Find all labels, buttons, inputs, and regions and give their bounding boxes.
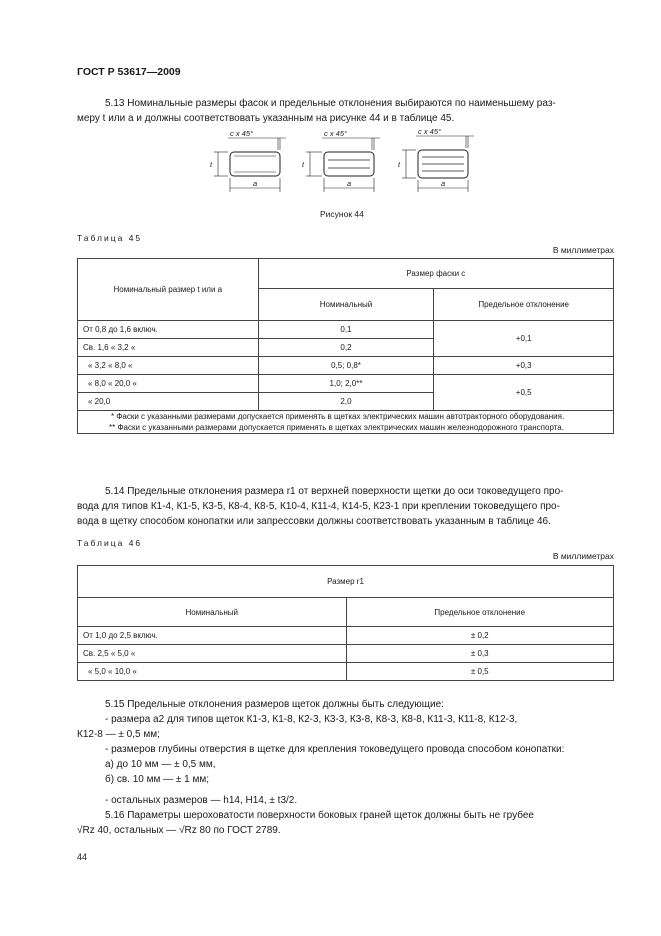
document-header: ГОСТ Р 53617—2009 <box>77 66 181 78</box>
paragraph-5-16-line2: √Rz 40, остальных — √Rz 80 по ГОСТ 2789. <box>77 825 281 836</box>
page-number: 44 <box>77 852 88 862</box>
t45-dev-3: +0,5 <box>434 375 614 411</box>
chamfer-label-2: c x 45° <box>324 129 348 138</box>
dim-a-1: a <box>253 179 258 188</box>
table-46-units: В миллиметрах <box>552 551 614 561</box>
t45-row1-size: От 0,8 до 1,6 включ. <box>78 321 259 339</box>
t45-row4-nominal: 1,0; 2,0** <box>258 375 434 393</box>
paragraph-5-15-line2: - размера a2 для типов щеток К1-3, К1-8, К2-3, К3-3, К3-8, К8-3, К8-8, К11-3, К11-8, К12-3, <box>105 714 518 725</box>
table-46-name: Таблица 46 <box>77 538 143 548</box>
t46-row3-size: « 5,0 « 10,0 « <box>78 663 347 681</box>
paragraph-5-15-line3: К12-8 — ± 0,5 мм; <box>77 729 160 740</box>
dim-a-2: a <box>347 179 352 188</box>
t45-note-2: ** Фаски с указанными размерами допускается применять в щетках электрических машин железнодорожного транспорта. <box>109 423 564 432</box>
t45-notes <box>78 411 614 434</box>
t45-header-size: Номинальный размер t или a <box>78 259 259 321</box>
table-45 <box>77 258 614 434</box>
paragraph-5-16 <box>77 808 614 838</box>
t45-row1-nominal: 0,1 <box>258 321 434 339</box>
t46-row2-dev: ± 0,3 <box>346 645 614 663</box>
paragraph-5-15-line4: - размеров глубины отверстия в щетке для крепления токоведущего провода способом конопатки: <box>105 744 565 755</box>
paragraph-5-14-line3: вода в щетку способом конопатки или запрессовки должны соответствовать указанным в таблице 46. <box>77 516 551 527</box>
chamfer-label-3: c x 45° <box>418 127 442 136</box>
table-45-name: Таблица 45 <box>77 233 143 243</box>
paragraph-5-15-line7: - остальных размеров — h14, H14, ± t3/2. <box>105 795 298 806</box>
paragraph-5-15 <box>77 697 614 808</box>
figure-44-drawing <box>200 126 500 198</box>
dim-t-2: t <box>302 160 305 169</box>
t45-row4-size: « 8,0 « 20,0 « <box>78 375 259 393</box>
paragraph-5-16-line1: 5.16 Параметры шероховатости поверхности боковых граней щеток должны быть не грубее <box>105 810 534 821</box>
paragraph-5-15-line5: а) до 10 мм — ± 0,5 мм, <box>105 759 216 770</box>
table-46 <box>77 565 614 681</box>
t45-note-1: * Фаски с указанными размерами допускается применять в щетках электрических машин автотракторного оборудования. <box>111 412 565 421</box>
t45-row2-nominal: 0,2 <box>258 339 434 357</box>
dim-a-3: a <box>441 179 446 188</box>
t46-row2-size: Св. 2,5 « 5,0 « <box>78 645 347 663</box>
t45-row2-size: Св. 1,6 « 3,2 « <box>78 339 259 357</box>
t46-header-nominal: Номинальный <box>78 598 347 627</box>
chamfer-label-1: c x 45° <box>230 129 254 138</box>
t46-header-deviation: Предельное отклонение <box>346 598 614 627</box>
t45-dev-1: +0,1 <box>434 321 614 357</box>
figure-caption: Рисунок 44 <box>320 209 364 219</box>
t45-row5-size: « 20,0 <box>78 393 259 411</box>
paragraph-5-13 <box>77 96 614 126</box>
paragraph-5-14-line1: 5.14 Предельные отклонения размера r1 от верхней поверхности щетки до оси токоведущего про- <box>105 486 564 497</box>
t46-header-size: Размер r1 <box>78 566 614 598</box>
table-45-units: В миллиметрах <box>552 245 614 255</box>
t46-row3-dev: ± 0,5 <box>346 663 614 681</box>
paragraph-5-14 <box>77 484 614 529</box>
paragraph-5-14-line2: вода для типов К1-4, К1-5, К3-5, К8-4, К8-5, К10-4, К11-4, К14-5, К23-1 при креплении токоведущего про- <box>77 501 560 512</box>
t45-row5-nominal: 2,0 <box>258 393 434 411</box>
paragraph-5-15-line1: 5.15 Предельные отклонения размеров щеток должны быть следующие: <box>105 699 444 710</box>
t45-row3-size: « 3,2 « 8,0 « <box>78 357 259 375</box>
t45-header-nominal: Номинальный <box>258 289 434 321</box>
t46-row1-dev: ± 0,2 <box>346 627 614 645</box>
dim-t-1: t <box>210 160 213 169</box>
t45-header-chamfer: Размер фаски c <box>258 259 613 289</box>
dim-t-3: t <box>398 160 401 169</box>
paragraph-5-15-line6: б) св. 10 мм — ± 1 мм; <box>105 774 210 785</box>
t45-row3-nominal: 0,5; 0,8* <box>258 357 434 375</box>
t45-header-deviation: Предельное отклонение <box>434 289 614 321</box>
t45-dev-2: +0,3 <box>434 357 614 375</box>
paragraph-5-13-line2: меру t или a и должны соответствовать указанным на рисунке 44 и в таблице 45. <box>77 113 455 124</box>
t46-row1-size: От 1,0 до 2,5 включ. <box>78 627 347 645</box>
paragraph-5-13-line1: 5.13 Номинальные размеры фасок и предельные отклонения выбираются по наименьшему раз- <box>105 98 556 109</box>
